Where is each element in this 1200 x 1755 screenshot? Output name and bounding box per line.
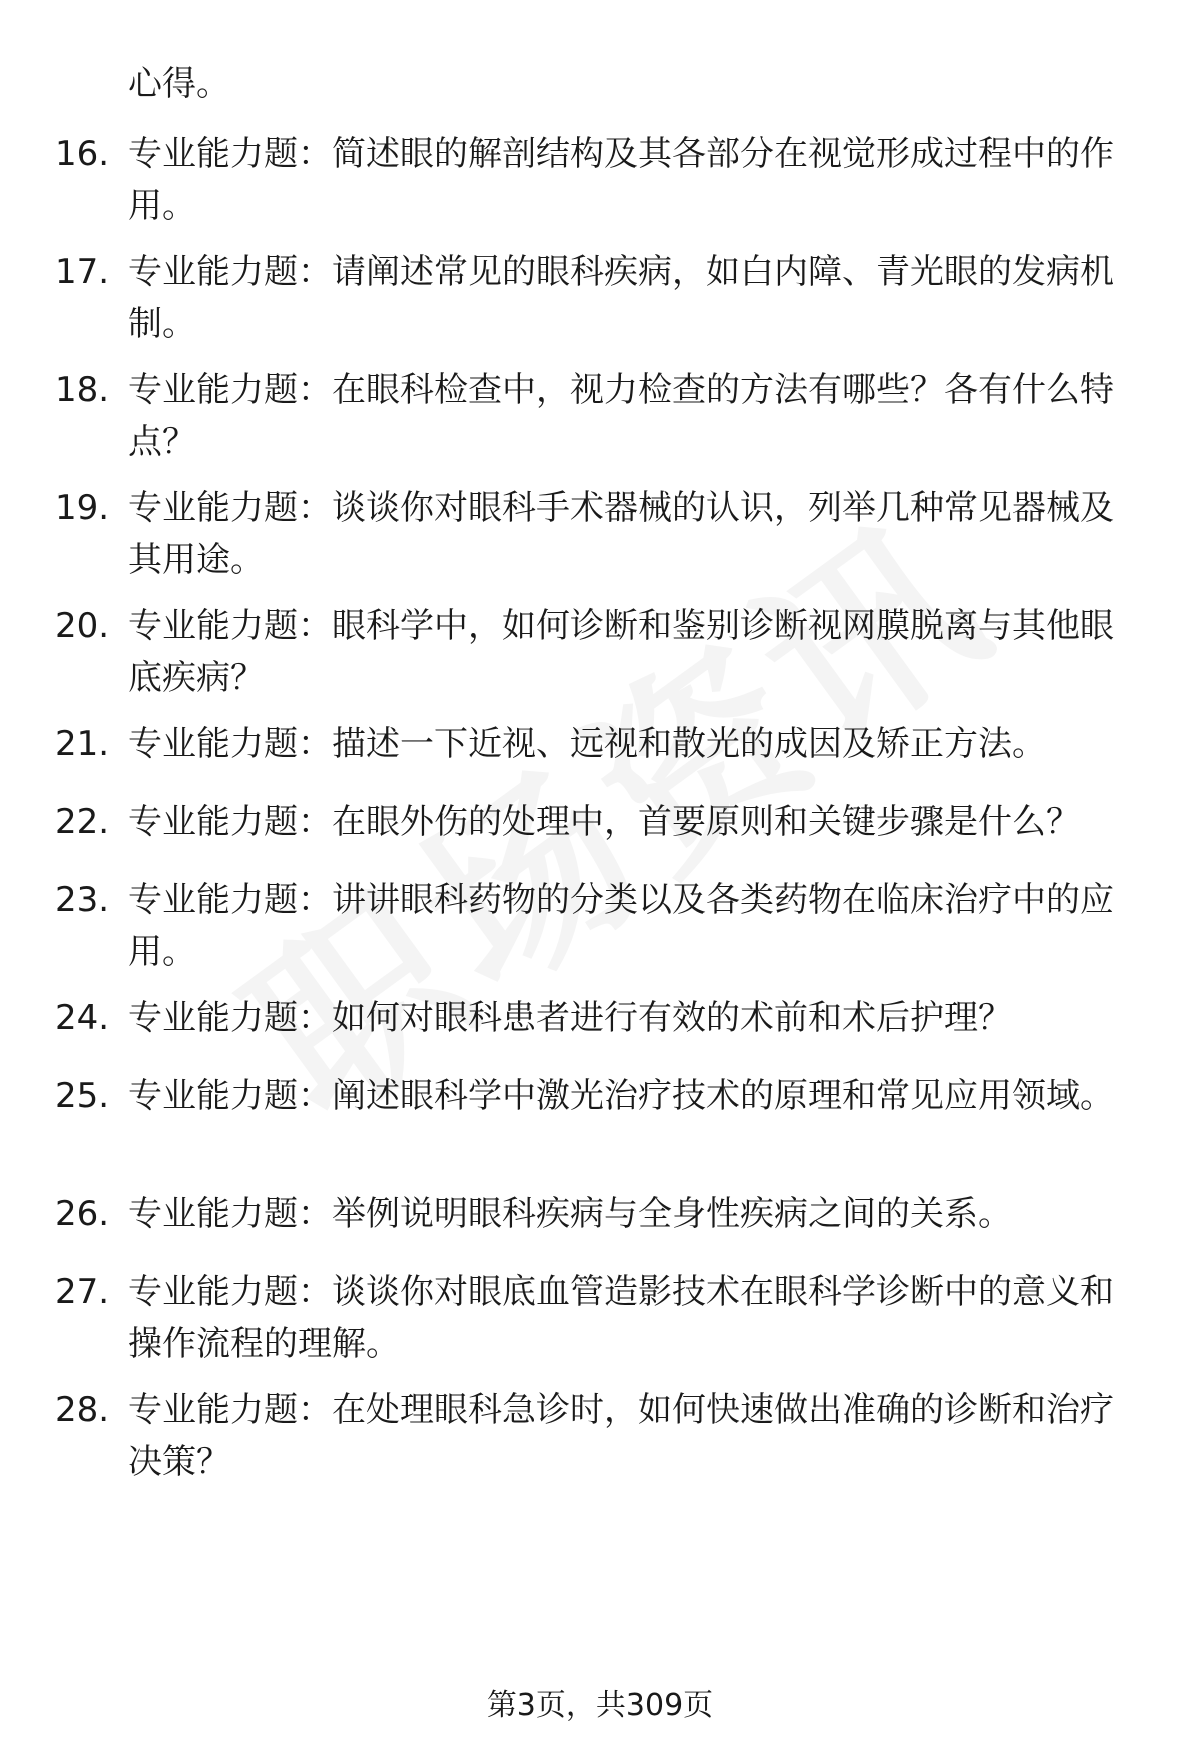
question-text: 专业能力题：讲讲眼科药物的分类以及各类药物在临床治疗中的应用。 (128, 880, 1114, 972)
question-number: 25. (55, 1076, 110, 1116)
question-text: 专业能力题：在眼科检查中，视力检查的方法有哪些？各有什么特点？ (128, 370, 1114, 462)
question-text: 专业能力题：眼科学中，如何诊断和鉴别诊断视网膜脱离与其他眼底疾病？ (128, 606, 1114, 698)
question-number: 21. (55, 724, 110, 764)
question-number: 19. (55, 488, 110, 528)
question-number: 24. (55, 998, 110, 1038)
question-text: 专业能力题：谈谈你对眼底血管造影技术在眼科学诊断中的意义和操作流程的理解。 (128, 1272, 1114, 1364)
question-number: 22. (55, 802, 110, 842)
question-text: 专业能力题：在处理眼科急诊时，如何快速做出准确的诊断和治疗决策？ (128, 1390, 1114, 1482)
question-number: 16. (55, 134, 110, 174)
question-text: 专业能力题：简述眼的解剖结构及其各部分在视觉形成过程中的作用。 (128, 134, 1114, 226)
question-number: 28. (55, 1390, 110, 1430)
question-text: 专业能力题：在眼外伤的处理中，首要原则和关键步骤是什么？ (128, 802, 1080, 842)
question-number: 18. (55, 370, 110, 410)
question-number: 20. (55, 606, 110, 646)
question-number: 27. (55, 1272, 110, 1312)
question-text: 专业能力题：描述一下近视、远视和散光的成因及矫正方法。 (128, 724, 1046, 764)
question-text: 专业能力题：举例说明眼科疾病与全身性疾病之间的关系。 (128, 1194, 1012, 1234)
question-number: 23. (55, 880, 110, 920)
question-text: 专业能力题：请阐述常见的眼科疾病，如白内障、青光眼的发病机制。 (128, 252, 1114, 344)
question-number: 26. (55, 1194, 110, 1234)
continuation-text: 心得。 (128, 64, 230, 104)
question-text: 专业能力题：阐述眼科学中激光治疗技术的原理和常见应用领域。 (128, 1076, 1114, 1116)
question-text: 专业能力题：谈谈你对眼科手术器械的认识，列举几种常见器械及其用途。 (128, 488, 1114, 580)
page-number-footer: 第3页，共309页 (486, 1688, 714, 1723)
question-number: 17. (55, 252, 110, 292)
question-text: 专业能力题：如何对眼科患者进行有效的术前和术后护理？ (128, 998, 1012, 1038)
